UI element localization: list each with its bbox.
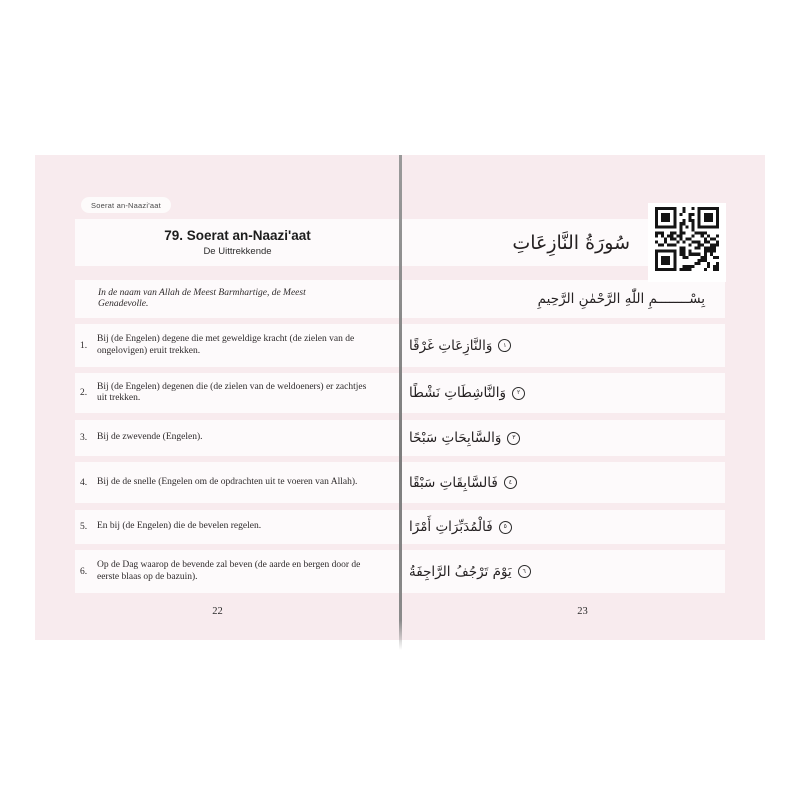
ayah-marker-icon: ٦ [518, 565, 531, 578]
sura-subtitle: De Uittrekkende [203, 246, 272, 257]
verse-dutch-cell [75, 420, 400, 456]
bismillah-dutch: In de naam van Allah de Meest Barmhartige, de Meest Genadevolle. [98, 287, 306, 309]
verse-number: 6. [80, 566, 88, 577]
verse-arabic-text: فَالسَّابِقَاتِ سَبْقًا [409, 474, 498, 491]
verse-arabic-text: وَالنَّاشِطَاتِ نَشْطًا [409, 385, 507, 401]
verse-number: 5. [80, 522, 88, 532]
verse-dutch-text: En bij (de Engelen) die de bevelen regelen. [97, 521, 262, 532]
ayah-marker-icon: ٥ [499, 521, 512, 534]
verse-dutch-cell [75, 462, 400, 503]
verse-number: 3. [80, 433, 88, 443]
ayah-marker-icon: ١ [498, 339, 511, 352]
verse-arabic-text: فَالْمُدَبِّرَاتِ أَمْرًا [409, 519, 493, 535]
verse-number: 2. [80, 388, 88, 398]
verse-dutch-cell [75, 510, 400, 544]
ayah-marker-icon: ٤ [504, 476, 517, 489]
verse-arabic-text: وَالسَّابِحَاتِ سَبْحًا [409, 430, 502, 446]
verse-dutch-text: Bij (de Engelen) degenen die (de zielen van de weldoeners) er zachtjes uit trekken. [97, 381, 367, 403]
verse-dutch-text: Bij de de snelle (Engelen om de opdrachten uit te voeren van Allah). [97, 476, 358, 487]
running-head-label: Soerat an-Naazi'aat [91, 200, 161, 210]
bismillah-calligraphy: بِسْــــــــمِ اللّٰهِ الرَّحْمٰنِ الرَّحِيمِ [537, 291, 705, 307]
sura-title-block [75, 219, 400, 266]
book-spine-divider [399, 155, 402, 650]
bismillah-arabic-block [400, 280, 725, 318]
sura-title-arabic: سُورَةُ النَّازِعَاتِ [512, 231, 630, 254]
verse-dutch-cell [75, 373, 400, 413]
verse-arabic-text: يَوْمَ تَرْجُفُ الرَّاجِفَةُ [409, 563, 512, 580]
ayah-marker-icon: ٣ [507, 432, 520, 445]
sura-title: 79. Soerat an-Naazi'aat [164, 228, 311, 243]
verse-dutch-text: Op de Dag waarop de bevende zal beven (de aarde en bergen door de eerste blaas op de bazuin). [97, 560, 361, 582]
verse-dutch-cell [75, 550, 400, 593]
ayah-marker-icon: ٢ [512, 387, 525, 400]
verse-arabic-cell [400, 373, 725, 413]
qr-code [648, 203, 726, 282]
left-page-number: 22 [212, 606, 223, 617]
verse-arabic-cell [400, 462, 725, 503]
verse-number: 4. [80, 477, 88, 488]
verse-arabic-cell [400, 510, 725, 544]
right-page-number: 23 [577, 606, 588, 617]
running-head-tab [81, 197, 171, 213]
verse-arabic-cell [400, 420, 725, 456]
verse-dutch-text: Bij (de Engelen) degene die met geweldige kracht (de zielen van de ongelovigen) eruit trekken. [97, 334, 355, 356]
verse-arabic-cell [400, 324, 725, 367]
verse-dutch-cell [75, 324, 400, 367]
bismillah-dutch-block [75, 280, 400, 318]
verse-dutch-text: Bij de zwevende (Engelen). [97, 432, 203, 443]
qr-code-pattern [655, 207, 719, 271]
verse-arabic-cell [400, 550, 725, 593]
verse-arabic-text: وَالنَّازِعَاتِ غَرْقًا [409, 337, 493, 354]
verse-number: 1. [80, 340, 88, 351]
